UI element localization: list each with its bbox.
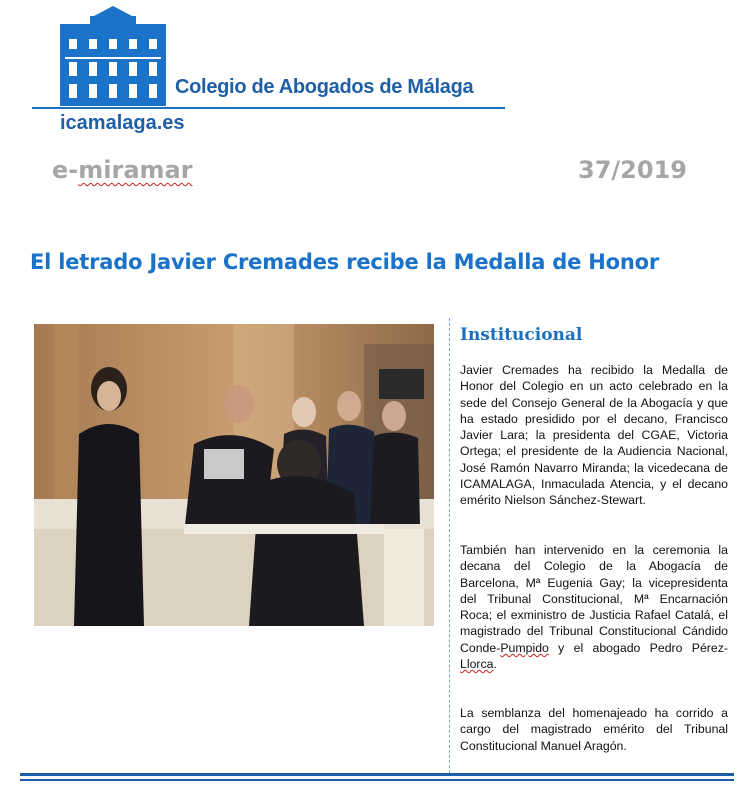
- site-link[interactable]: icamalaga.es: [60, 112, 185, 134]
- article-paragraph-3: La semblanza del homenajeado ha corrido a cargo del magistrado emérito del Tribunal Constitucional Manuel Aragón.: [460, 706, 728, 753]
- article-headline: El letrado Javier Cremades recibe la Medalla de Honor: [30, 250, 660, 274]
- publication-suffix: miramar: [78, 156, 193, 184]
- p2-text-a: También han intervenido en la ceremonia la decana del Colegio de la Abogacía de Barcelona, Mª Eugenia Gay; la vicepresidenta del Tribunal Constitucional, Mª Encarnación Roca; el exministro de Justicia Rafael Catalá, el magistrado del Tribunal Constitucional Cándido Conde-: [460, 543, 728, 655]
- footer-rule-bottom: [20, 779, 734, 781]
- footer-rule-top: [20, 773, 734, 776]
- p2-text-c: y el abogado Pedro Pérez-: [548, 640, 728, 655]
- section-title: Institucional: [460, 325, 583, 345]
- building-icon: [60, 6, 166, 106]
- org-name: Colegio de Abogados de Málaga: [175, 76, 474, 98]
- logo-underline: [32, 107, 505, 109]
- p2-name-pumpido: Pumpido: [500, 640, 549, 655]
- issue-number: 37/2019: [578, 156, 687, 184]
- column-divider: [449, 318, 450, 773]
- publication-prefix: e-: [52, 156, 79, 184]
- article-paragraph-2: [460, 542, 728, 672]
- p2-name-llorca: Llorca: [460, 657, 494, 672]
- article-paragraph-1: Javier Cremades ha recibido la Medalla de Honor del Colegio en un acto celebrado en la sede del Consejo General de la Abogacía y que ha estado presidido por el decano, Francisco Javier Lara; la presidenta del CGAE, Victoria Ortega; el presidente de la Audiencia Nacional, José Ramón Navarro Miranda; la vicedecana de ICAMALAGA, Inmaculada Atencia, y el decano emérito Nielson Sánchez-Stewart.: [460, 363, 728, 508]
- p2-text-e: .: [493, 657, 497, 672]
- publication-name: [52, 156, 193, 184]
- ceremony-photo: [34, 324, 434, 626]
